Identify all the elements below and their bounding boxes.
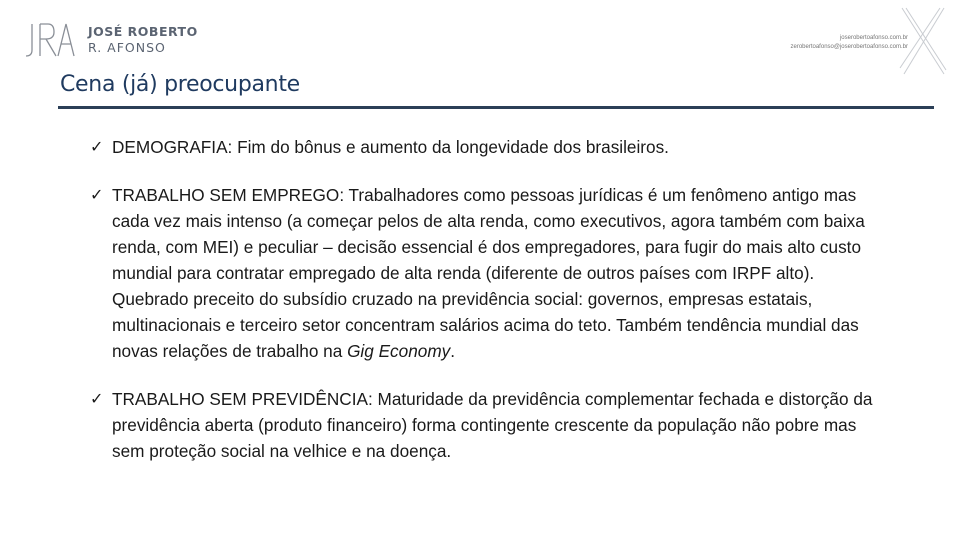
checkmark-icon: ✓ — [90, 137, 104, 156]
contact-info — [791, 34, 909, 52]
brand-name — [88, 24, 198, 56]
item-tail: . — [450, 341, 456, 361]
checkmark-icon: ✓ — [90, 185, 104, 204]
list-item-trabalho-sem-emprego — [88, 182, 878, 364]
item-heading: DEMOGRAFIA — [112, 137, 228, 157]
item-emphasis: Gig Economy — [347, 341, 451, 361]
item-text: : Trabalhadores como pessoas jurídicas é um fenômeno antigo mas cada vez mais intenso (a começar pelos de alta renda, como executivos, agora também com baixa renda, com MEI) e peculiar – decisão essencial é dos empregadores, para fugir do mais alto custo mundial para contratar empregado de alta renda (diferente de outros países com IRPF alto). Quebrado preceito do subsídio cruzado na previdência social: governos, empresas estatais, multinacionais e terceiro setor concentram salários acima do teto. Também tendência mundial das novas relações de trabalho na — [112, 185, 865, 361]
checkmark-icon: ✓ — [90, 389, 104, 408]
decorative-x-icon — [898, 6, 948, 76]
item-text: : Maturidade da previdência complementar fechada e distorção da previdência aberta (produto financeiro) forma contingente crescente da população não pobre mas sem proteção social na velhice e na doença. — [112, 389, 873, 461]
item-heading: TRABALHO SEM EMPREGO — [112, 185, 340, 205]
list-item-trabalho-sem-previdencia — [88, 386, 878, 464]
title-divider — [58, 106, 934, 109]
contact-email: zerobertoafonso@joserobertoafonso.com.br — [790, 44, 908, 50]
slide-title: Cena (já) preocupante — [60, 72, 300, 97]
brand-line1: JOSÉ ROBERTO — [88, 24, 198, 39]
item-heading: TRABALHO SEM PREVIDÊNCIA — [112, 389, 368, 409]
jra-logo-icon — [22, 20, 78, 60]
bullet-list — [88, 134, 878, 486]
brand-line2: R. AFONSO — [88, 40, 166, 55]
contact-site: joserobertoafonso.com.br — [839, 35, 908, 41]
list-item-demografia — [88, 134, 878, 160]
item-text: : Fim do bônus e aumento da longevidade dos brasileiros. — [227, 137, 669, 157]
